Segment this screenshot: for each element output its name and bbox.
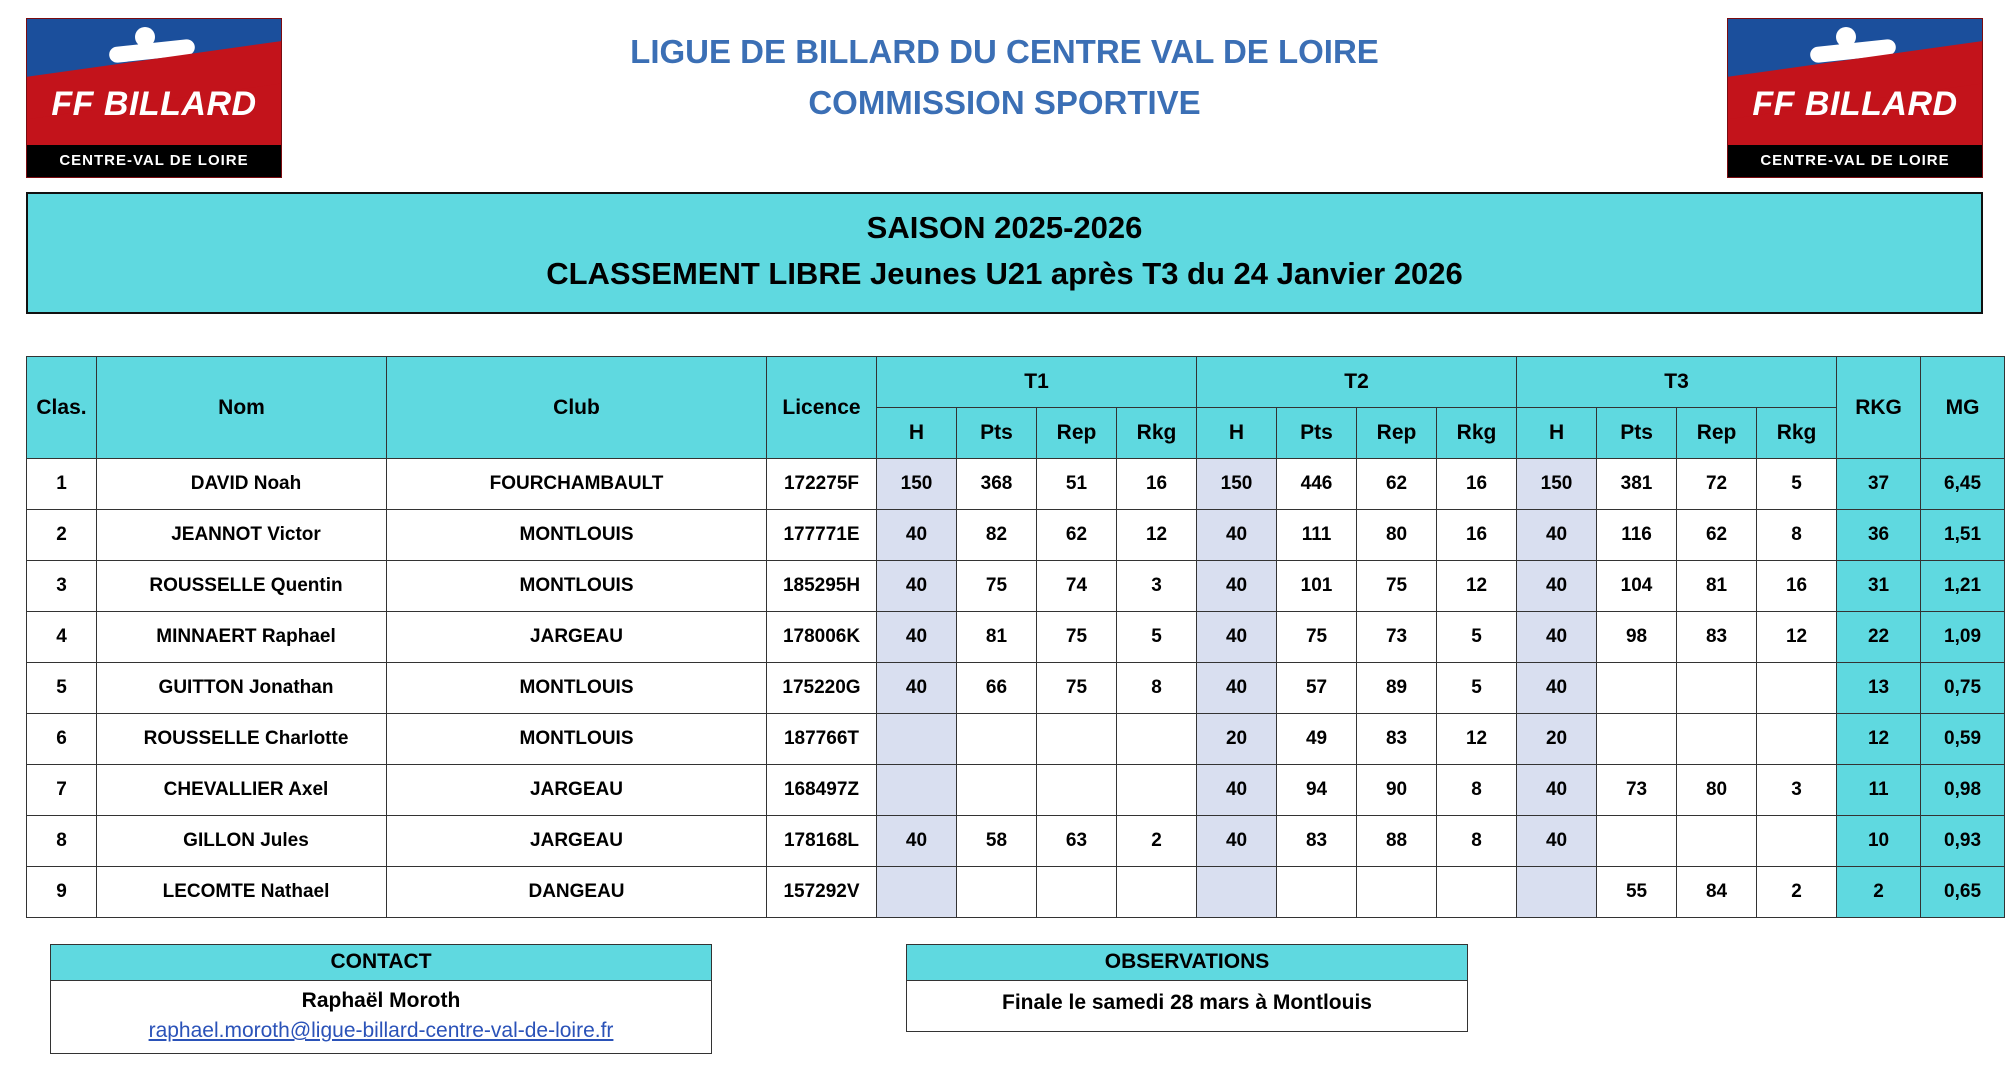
table-row	[27, 867, 2005, 918]
cell-rkg-total: 12	[1837, 714, 1921, 765]
cell-t2-pts: 83	[1277, 816, 1357, 867]
cell-t1-pts: 66	[957, 663, 1037, 714]
banner-season: SAISON 2025-2026	[866, 210, 1143, 245]
col-header-t2-pts: Pts	[1277, 408, 1357, 459]
cell-t2-h: 150	[1197, 459, 1277, 510]
title-line-1: LIGUE DE BILLARD DU CENTRE VAL DE LOIRE	[630, 33, 1379, 70]
cell-licence: 187766T	[767, 714, 877, 765]
cell-t2-rkg: 16	[1437, 510, 1517, 561]
col-header-t1-rep: Rep	[1037, 408, 1117, 459]
cell-t1-rep: 75	[1037, 663, 1117, 714]
table-row	[27, 714, 2005, 765]
cell-t3-pts	[1597, 663, 1677, 714]
cell-t3-rep	[1677, 816, 1757, 867]
cell-rkg-total: 13	[1837, 663, 1921, 714]
cell-t1-pts	[957, 714, 1037, 765]
contact-box	[50, 944, 712, 1054]
cell-nom: LECOMTE Nathael	[97, 867, 387, 918]
cell-t1-rep: 51	[1037, 459, 1117, 510]
cell-licence: 157292V	[767, 867, 877, 918]
cell-club: DANGEAU	[387, 867, 767, 918]
cell-t1-rkg: 5	[1117, 612, 1197, 663]
cell-t3-rkg: 16	[1757, 561, 1837, 612]
col-header-t2-rkg: Rkg	[1437, 408, 1517, 459]
cell-t1-rep	[1037, 765, 1117, 816]
page-title	[300, 26, 1709, 128]
cell-clas: 6	[27, 714, 97, 765]
cell-nom: MINNAERT Raphael	[97, 612, 387, 663]
cell-rkg-total: 22	[1837, 612, 1921, 663]
cell-t2-rep: 90	[1357, 765, 1437, 816]
cell-t3-pts: 116	[1597, 510, 1677, 561]
cell-t3-h: 20	[1517, 714, 1597, 765]
observations-text: Finale le samedi 28 mars à Montlouis	[1002, 991, 1372, 1014]
cell-t1-rkg: 3	[1117, 561, 1197, 612]
cell-t3-pts: 73	[1597, 765, 1677, 816]
col-header-t1: T1	[877, 357, 1197, 408]
col-header-mg: MG	[1921, 357, 2005, 459]
cell-t3-rep: 81	[1677, 561, 1757, 612]
logo-brand-text: FF BILLARD	[51, 85, 257, 123]
col-header-clas: Clas.	[27, 357, 97, 459]
footer-blocks	[26, 944, 1983, 1074]
cell-t2-pts	[1277, 867, 1357, 918]
cell-t2-rkg: 12	[1437, 714, 1517, 765]
cell-t3-rep: 83	[1677, 612, 1757, 663]
cell-t2-rkg: 5	[1437, 663, 1517, 714]
col-header-rkg-total: RKG	[1837, 357, 1921, 459]
cell-t2-pts: 101	[1277, 561, 1357, 612]
cell-t3-pts: 55	[1597, 867, 1677, 918]
cell-t2-h: 40	[1197, 510, 1277, 561]
cell-t2-h: 20	[1197, 714, 1277, 765]
cell-club: MONTLOUIS	[387, 714, 767, 765]
col-header-club: Club	[387, 357, 767, 459]
col-header-t2-h: H	[1197, 408, 1277, 459]
cell-t1-rkg: 8	[1117, 663, 1197, 714]
col-header-t2-rep: Rep	[1357, 408, 1437, 459]
cell-t2-pts: 75	[1277, 612, 1357, 663]
observations-box	[906, 944, 1468, 1032]
cell-t3-rep: 72	[1677, 459, 1757, 510]
cell-t3-rep: 62	[1677, 510, 1757, 561]
cell-t3-h	[1517, 867, 1597, 918]
cell-t1-rep	[1037, 714, 1117, 765]
cell-nom: JEANNOT Victor	[97, 510, 387, 561]
table-row	[27, 459, 2005, 510]
cell-t3-rkg	[1757, 663, 1837, 714]
cell-t2-h: 40	[1197, 561, 1277, 612]
cell-t3-rep: 80	[1677, 765, 1757, 816]
cell-mg: 1,09	[1921, 612, 2005, 663]
cell-t2-rkg: 8	[1437, 816, 1517, 867]
contact-name: Raphaël Moroth	[301, 989, 461, 1012]
cell-t3-rkg: 12	[1757, 612, 1837, 663]
federation-logo-right	[1727, 18, 1983, 178]
cell-t2-h: 40	[1197, 816, 1277, 867]
page-header	[0, 0, 2009, 180]
cell-mg: 0,93	[1921, 816, 2005, 867]
cell-t3-rkg	[1757, 816, 1837, 867]
ranking-table-container	[26, 356, 1983, 918]
cell-t2-rkg: 8	[1437, 765, 1517, 816]
cell-t2-rep	[1357, 867, 1437, 918]
cell-t3-pts	[1597, 714, 1677, 765]
cell-club: MONTLOUIS	[387, 510, 767, 561]
cell-t2-pts: 49	[1277, 714, 1357, 765]
observations-title: OBSERVATIONS	[907, 945, 1467, 981]
cell-t1-h	[877, 714, 957, 765]
cell-t1-rkg	[1117, 765, 1197, 816]
cell-mg: 0,65	[1921, 867, 2005, 918]
cell-t1-h: 40	[877, 816, 957, 867]
cell-t1-h: 40	[877, 561, 957, 612]
cell-mg: 1,51	[1921, 510, 2005, 561]
cell-licence: 177771E	[767, 510, 877, 561]
cell-t1-rep: 75	[1037, 612, 1117, 663]
col-header-t3-h: H	[1517, 408, 1597, 459]
cell-t2-rep: 88	[1357, 816, 1437, 867]
cell-t3-h: 150	[1517, 459, 1597, 510]
cell-nom: CHEVALLIER Axel	[97, 765, 387, 816]
cell-t2-rep: 80	[1357, 510, 1437, 561]
cell-clas: 3	[27, 561, 97, 612]
col-header-t1-h: H	[877, 408, 957, 459]
contact-email-link[interactable]: raphael.moroth@ligue-billard-centre-val-de-loire.fr	[148, 1019, 614, 1042]
cell-t2-rep: 73	[1357, 612, 1437, 663]
cell-clas: 1	[27, 459, 97, 510]
cell-nom: ROUSSELLE Quentin	[97, 561, 387, 612]
cell-club: JARGEAU	[387, 612, 767, 663]
cell-t1-pts: 75	[957, 561, 1037, 612]
cell-mg: 6,45	[1921, 459, 2005, 510]
ranking-table	[26, 356, 2005, 918]
cell-clas: 7	[27, 765, 97, 816]
cell-t2-pts: 446	[1277, 459, 1357, 510]
cell-nom: DAVID Noah	[97, 459, 387, 510]
cell-t3-rkg: 3	[1757, 765, 1837, 816]
cell-t1-rkg	[1117, 714, 1197, 765]
col-header-t2: T2	[1197, 357, 1517, 408]
contact-title: CONTACT	[51, 945, 711, 981]
cell-t3-pts: 98	[1597, 612, 1677, 663]
cell-t2-rkg	[1437, 867, 1517, 918]
cell-t3-rkg: 8	[1757, 510, 1837, 561]
col-header-t3-rkg: Rkg	[1757, 408, 1837, 459]
cell-t1-rkg: 12	[1117, 510, 1197, 561]
cell-t2-rep: 83	[1357, 714, 1437, 765]
col-header-licence: Licence	[767, 357, 877, 459]
logo-region-text: CENTRE-VAL DE LOIRE	[1728, 145, 1982, 177]
cell-t1-pts	[957, 867, 1037, 918]
cell-t1-rkg: 2	[1117, 816, 1197, 867]
cell-t1-h: 40	[877, 663, 957, 714]
cell-mg: 1,21	[1921, 561, 2005, 612]
cell-t3-pts: 381	[1597, 459, 1677, 510]
cell-rkg-total: 36	[1837, 510, 1921, 561]
cell-t2-pts: 94	[1277, 765, 1357, 816]
cell-t3-h: 40	[1517, 612, 1597, 663]
cell-licence: 168497Z	[767, 765, 877, 816]
col-header-t1-pts: Pts	[957, 408, 1037, 459]
cell-rkg-total: 11	[1837, 765, 1921, 816]
cell-club: MONTLOUIS	[387, 561, 767, 612]
cell-mg: 0,59	[1921, 714, 2005, 765]
table-body	[27, 459, 2005, 918]
cell-rkg-total: 37	[1837, 459, 1921, 510]
table-row	[27, 561, 2005, 612]
cell-nom: ROUSSELLE Charlotte	[97, 714, 387, 765]
cell-clas: 4	[27, 612, 97, 663]
cell-t2-rep: 75	[1357, 561, 1437, 612]
cell-t3-h: 40	[1517, 663, 1597, 714]
cell-t2-rkg: 5	[1437, 612, 1517, 663]
cell-t1-rep	[1037, 867, 1117, 918]
col-header-t3: T3	[1517, 357, 1837, 408]
cell-t3-h: 40	[1517, 765, 1597, 816]
cell-nom: GILLON Jules	[97, 816, 387, 867]
cell-t1-h: 150	[877, 459, 957, 510]
cell-t3-rep	[1677, 714, 1757, 765]
table-header	[27, 357, 2005, 459]
cell-t2-h: 40	[1197, 765, 1277, 816]
cell-t2-h: 40	[1197, 612, 1277, 663]
cell-t1-rep: 63	[1037, 816, 1117, 867]
table-row	[27, 612, 2005, 663]
banner-subtitle: CLASSEMENT LIBRE Jeunes U21 après T3 du 24 Janvier 2026	[546, 256, 1463, 291]
cell-mg: 0,75	[1921, 663, 2005, 714]
table-row	[27, 816, 2005, 867]
cell-nom: GUITTON Jonathan	[97, 663, 387, 714]
cell-t1-rep: 74	[1037, 561, 1117, 612]
cell-t1-pts: 81	[957, 612, 1037, 663]
cell-club: FOURCHAMBAULT	[387, 459, 767, 510]
cell-licence: 172275F	[767, 459, 877, 510]
logo-region-text: CENTRE-VAL DE LOIRE	[27, 145, 281, 177]
cell-t1-h: 40	[877, 612, 957, 663]
col-header-nom: Nom	[97, 357, 387, 459]
cell-t3-h: 40	[1517, 510, 1597, 561]
cell-mg: 0,98	[1921, 765, 2005, 816]
logo-brand-text: FF BILLARD	[1752, 85, 1958, 123]
cell-t2-pts: 111	[1277, 510, 1357, 561]
table-row	[27, 765, 2005, 816]
cell-t3-pts	[1597, 816, 1677, 867]
cell-rkg-total: 31	[1837, 561, 1921, 612]
cell-t2-rkg: 16	[1437, 459, 1517, 510]
cell-t1-rep: 62	[1037, 510, 1117, 561]
cell-t1-h	[877, 867, 957, 918]
cell-clas: 2	[27, 510, 97, 561]
cell-t1-pts: 368	[957, 459, 1037, 510]
table-header-row-groups	[27, 357, 2005, 408]
cell-t2-rkg: 12	[1437, 561, 1517, 612]
cell-t3-h: 40	[1517, 561, 1597, 612]
cell-t1-rkg	[1117, 867, 1197, 918]
cell-clas: 9	[27, 867, 97, 918]
col-header-t3-pts: Pts	[1597, 408, 1677, 459]
cell-club: MONTLOUIS	[387, 663, 767, 714]
cell-t1-h	[877, 765, 957, 816]
cell-t1-h: 40	[877, 510, 957, 561]
title-line-2: COMMISSION SPORTIVE	[808, 84, 1201, 122]
cell-t3-pts: 104	[1597, 561, 1677, 612]
cell-licence: 185295H	[767, 561, 877, 612]
cell-rkg-total: 10	[1837, 816, 1921, 867]
cell-licence: 178006K	[767, 612, 877, 663]
table-row	[27, 510, 2005, 561]
cell-t1-pts: 58	[957, 816, 1037, 867]
col-header-t1-rkg: Rkg	[1117, 408, 1197, 459]
cell-rkg-total: 2	[1837, 867, 1921, 918]
cell-clas: 8	[27, 816, 97, 867]
cell-club: JARGEAU	[387, 816, 767, 867]
cell-t1-pts: 82	[957, 510, 1037, 561]
table-row	[27, 663, 2005, 714]
cell-t3-rkg: 2	[1757, 867, 1837, 918]
cell-licence: 175220G	[767, 663, 877, 714]
cell-t3-rkg: 5	[1757, 459, 1837, 510]
cell-t1-pts	[957, 765, 1037, 816]
cell-licence: 178168L	[767, 816, 877, 867]
federation-logo-left	[26, 18, 282, 178]
cell-club: JARGEAU	[387, 765, 767, 816]
season-banner	[26, 192, 1983, 314]
cell-t3-rkg	[1757, 714, 1837, 765]
cell-clas: 5	[27, 663, 97, 714]
cell-t3-rep	[1677, 663, 1757, 714]
col-header-t3-rep: Rep	[1677, 408, 1757, 459]
cell-t2-rep: 62	[1357, 459, 1437, 510]
cell-t3-rep: 84	[1677, 867, 1757, 918]
cell-t2-h	[1197, 867, 1277, 918]
cell-t2-h: 40	[1197, 663, 1277, 714]
cell-t1-rkg: 16	[1117, 459, 1197, 510]
cell-t2-pts: 57	[1277, 663, 1357, 714]
cell-t3-h: 40	[1517, 816, 1597, 867]
cell-t2-rep: 89	[1357, 663, 1437, 714]
